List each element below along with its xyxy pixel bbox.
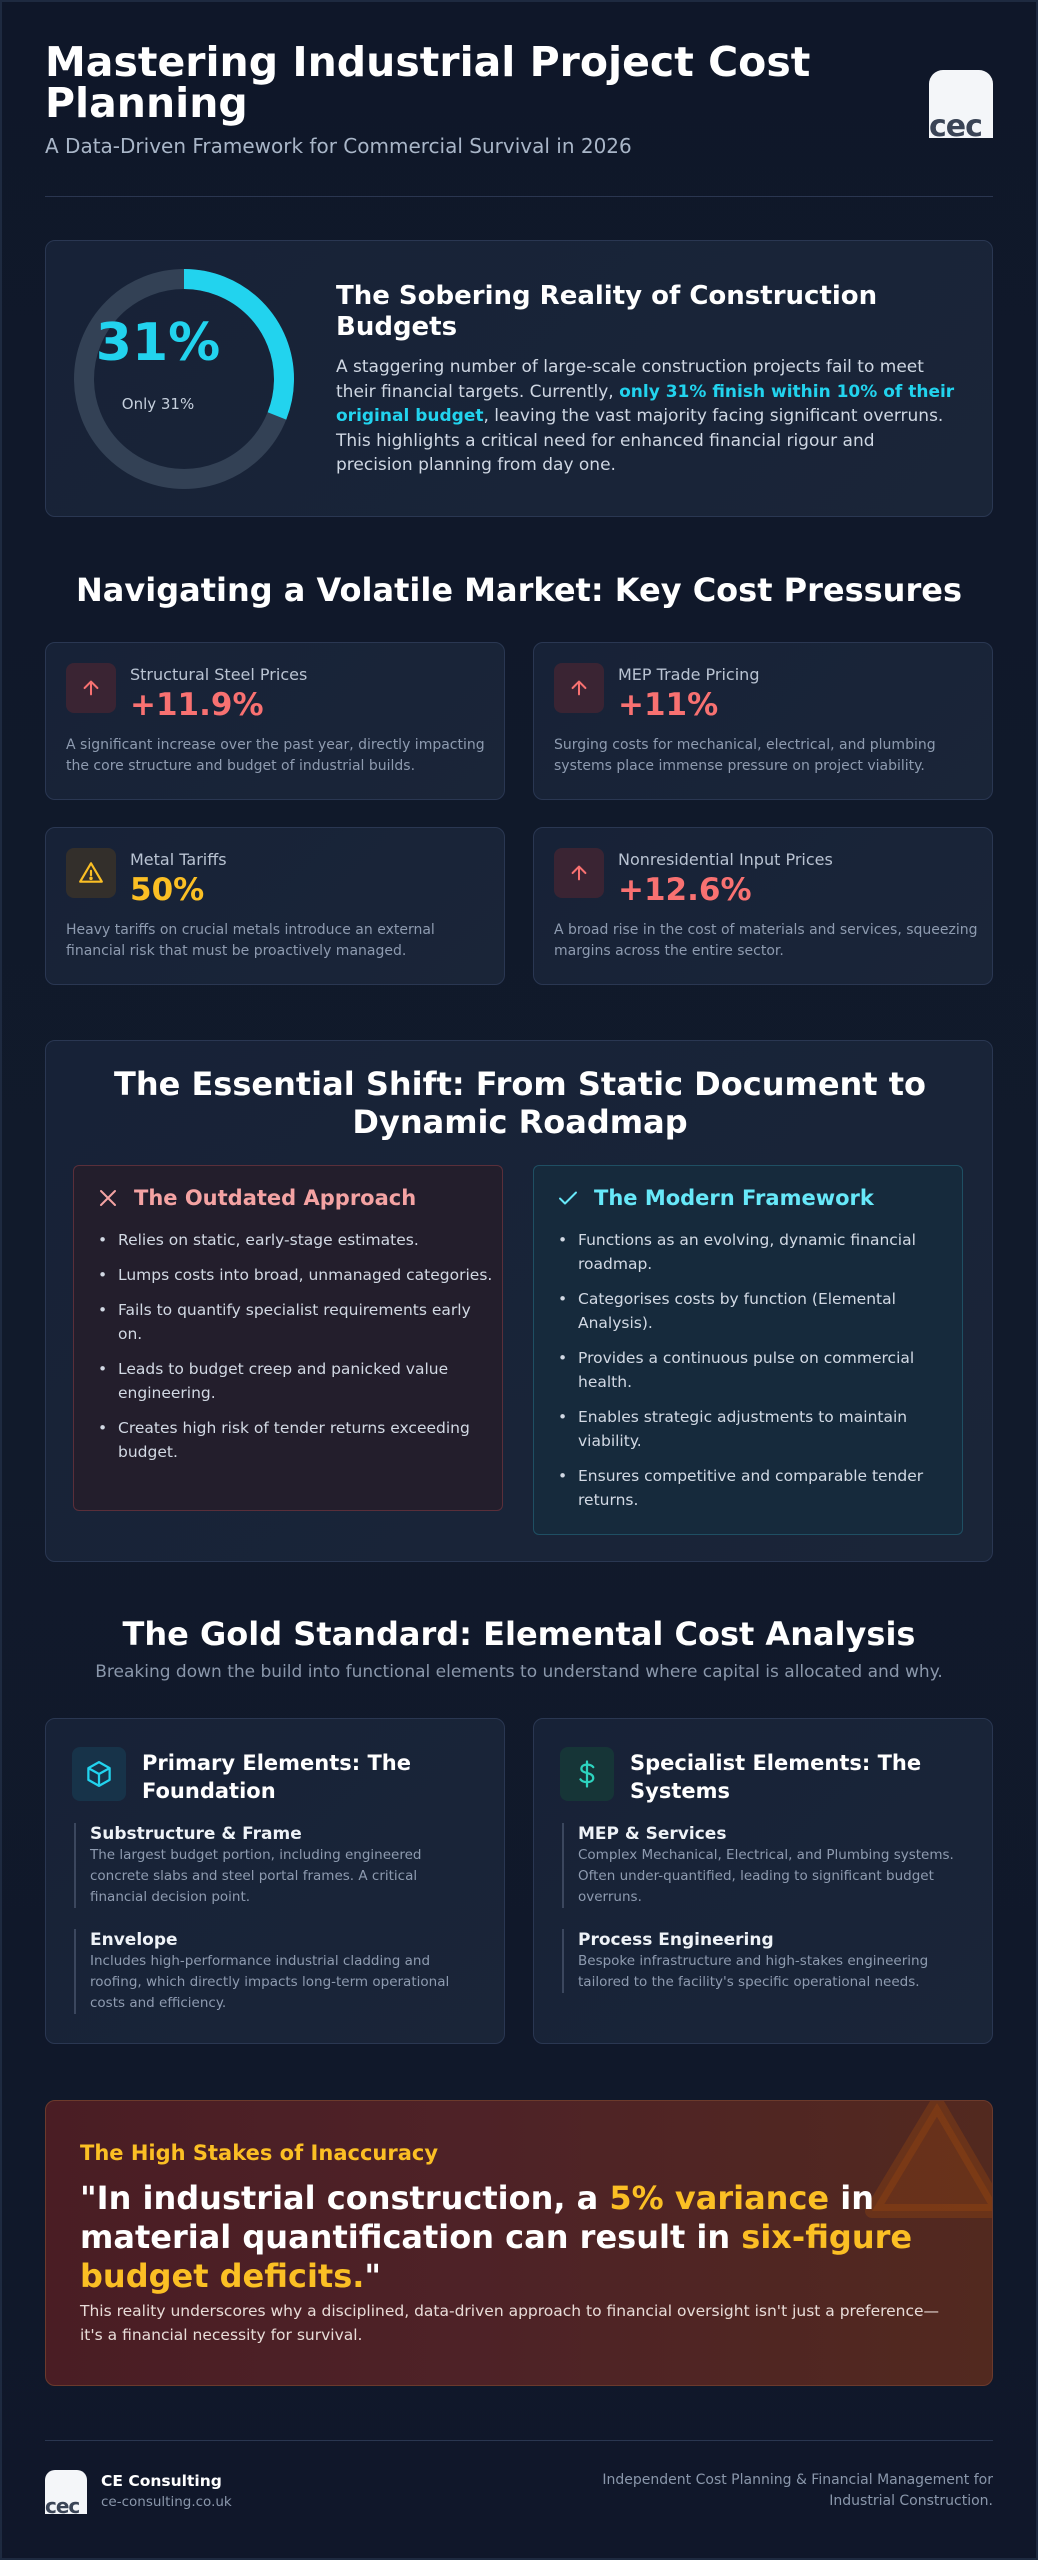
specialist-elements-card	[533, 1718, 993, 2044]
cube-icon	[72, 1747, 126, 1801]
close-icon	[96, 1186, 120, 1210]
footer-tagline: Independent Cost Planning & Financial Management for Industrial Construction.	[602, 2472, 993, 2509]
pressure-desc: Surging costs for mechanical, electrical, and plumbing systems place immense pressure on project viability.	[554, 737, 936, 774]
list-item: • Fails to quantify specialist requirements early on.	[96, 1298, 496, 1346]
hero-body-end: , leaving the vast majority facing significant overruns. This highlights a critical need for enhanced financial rigour and precision planning from day one.	[336, 406, 944, 475]
inaccuracy-quote-panel	[45, 2100, 993, 2386]
header-divider	[45, 196, 993, 197]
pressure-label: Metal Tariffs	[130, 850, 227, 869]
pressure-label: MEP Trade Pricing	[618, 665, 760, 684]
dollar-icon	[560, 1747, 614, 1801]
pressures-title: Navigating a Volatile Market: Key Cost Pressures	[76, 571, 962, 609]
arrow-up-icon	[554, 663, 604, 713]
footer-logo-text: cec	[45, 2494, 80, 2514]
elements-subtitle: Breaking down the build into functional elements to understand where capital is allocated and why.	[95, 1662, 943, 1682]
stat-caption: Only 31%	[121, 395, 195, 413]
list-item: • Leads to budget creep and panicked value engineering.	[96, 1357, 496, 1405]
list-item: • Enables strategic adjustments to maintain viability.	[556, 1405, 956, 1453]
quote-highlight: six-figure budget deficits.	[80, 2218, 913, 2295]
quote-highlight: 5% variance	[609, 2179, 830, 2217]
quote-footnote: This reality underscores why a disciplined, data-driven approach to financial oversight isn't just a preference—it's a financial necessity for survival.	[80, 2302, 940, 2344]
pressure-desc: A significant increase over the past year, directly impacting the core structure and budget of industrial builds.	[66, 737, 485, 774]
outdated-approach-column	[73, 1165, 503, 1511]
company-name: CE Consulting	[101, 2472, 222, 2490]
pressure-label: Structural Steel Prices	[130, 665, 308, 684]
list-item: • Ensures competitive and comparable tender returns.	[556, 1464, 956, 1512]
quote-part: "In industrial construction, a	[80, 2179, 610, 2217]
modern-heading-label: The Modern Framework	[594, 1186, 874, 1210]
element-item-desc: The largest budget portion, including engineered concrete slabs and steel portal frames. A critical financial decision point.	[90, 1847, 422, 1905]
pressure-label: Nonresidential Input Prices	[618, 850, 833, 869]
logo-text: cec	[929, 109, 982, 138]
shift-panel	[45, 1040, 993, 1562]
hero-body-highlight: only 31% finish within 10% of their original budget	[336, 381, 955, 426]
element-item-desc: Complex Mechanical, Electrical, and Plumbing systems. Often under-quantified, leading to significant budget overruns.	[578, 1847, 954, 1905]
list-item: • Functions as an evolving, dynamic financial roadmap.	[556, 1228, 956, 1276]
pressure-card-tariffs	[45, 827, 505, 985]
page-title: Mastering Industrial Project Cost Planning	[45, 38, 811, 127]
arrow-up-icon	[554, 848, 604, 898]
pressure-desc: A broad rise in the cost of materials and services, squeezing margins across the entire sector.	[554, 922, 978, 959]
pressure-value: +11%	[618, 687, 719, 723]
shift-title: The Essential Shift: From Static Document to Dynamic Roadmap	[113, 1065, 927, 1141]
page-subtitle: A Data-Driven Framework for Commercial Survival in 2026	[45, 134, 632, 158]
quote-part: "	[364, 2257, 382, 2295]
outdated-list	[96, 1228, 496, 1475]
pressure-value: +12.6%	[618, 872, 752, 908]
budget-reality-card	[45, 240, 993, 517]
quote-kicker: The High Stakes of Inaccuracy	[80, 2141, 439, 2165]
list-item: • Lumps costs into broad, unmanaged categories.	[96, 1263, 496, 1287]
element-item-title: MEP & Services	[578, 1824, 727, 1844]
list-item: • Provides a continuous pulse on commercial health.	[556, 1346, 956, 1394]
elements-title: The Gold Standard: Elemental Cost Analysis	[122, 1615, 916, 1653]
outdated-heading	[96, 1186, 416, 1210]
hero-title: The Sobering Reality of Construction Budgets	[336, 281, 878, 342]
check-icon	[556, 1186, 580, 1210]
element-item-title: Envelope	[90, 1930, 178, 1950]
pressure-value: 50%	[130, 872, 205, 908]
element-item-envelope	[74, 1929, 478, 2014]
arrow-up-icon	[66, 663, 116, 713]
pressure-card-input-prices	[533, 827, 993, 985]
modern-heading	[556, 1186, 874, 1210]
hero-body-start: A staggering number of large-scale construction projects fail to meet their financial targets. Currently,	[336, 357, 924, 402]
element-item-process	[562, 1929, 966, 1993]
modern-framework-column	[533, 1165, 963, 1535]
element-item-title: Substructure & Frame	[90, 1824, 302, 1844]
element-item-substructure	[74, 1823, 478, 1908]
list-item: • Creates high risk of tender returns exceeding budget.	[96, 1416, 496, 1464]
outdated-heading-label: The Outdated Approach	[134, 1186, 417, 1210]
list-item: • Categorises costs by function (Elemental Analysis).	[556, 1287, 956, 1335]
element-item-desc: Bespoke infrastructure and high-stakes engineering tailored to the facility's specific operational needs.	[578, 1953, 929, 1990]
header	[45, 38, 993, 192]
stat-value: 31%	[95, 313, 221, 373]
pressure-card-mep	[533, 642, 993, 800]
specialist-elements-title: Specialist Elements: The Systems	[630, 1751, 922, 1803]
element-item-mep	[562, 1823, 966, 1908]
warning-icon	[66, 848, 116, 898]
element-item-desc: Includes high-performance industrial cladding and roofing, which directly impacts long-term operational costs and efficiency.	[90, 1953, 450, 2011]
hero-body	[336, 355, 956, 478]
primary-elements-card	[45, 1718, 505, 2044]
quote-part: in material quantification can result in	[80, 2179, 875, 2256]
modern-list	[556, 1228, 956, 1523]
quote-text	[80, 2179, 920, 2296]
list-item: • Relies on static, early-stage estimates.	[96, 1228, 496, 1252]
primary-elements-title: Primary Elements: The Foundation	[142, 1751, 411, 1803]
pressure-card-steel	[45, 642, 505, 800]
pressure-desc: Heavy tariffs on crucial metals introduce an external financial risk that must be proactively managed.	[66, 922, 435, 959]
brand-logo[interactable]	[929, 70, 993, 138]
element-item-title: Process Engineering	[578, 1930, 774, 1950]
donut-chart	[72, 267, 296, 491]
footer-divider	[45, 2440, 993, 2441]
footer-logo[interactable]	[45, 2470, 87, 2514]
pressure-value: +11.9%	[130, 687, 264, 723]
company-url-link[interactable]: ce-consulting.co.uk	[101, 2494, 232, 2510]
